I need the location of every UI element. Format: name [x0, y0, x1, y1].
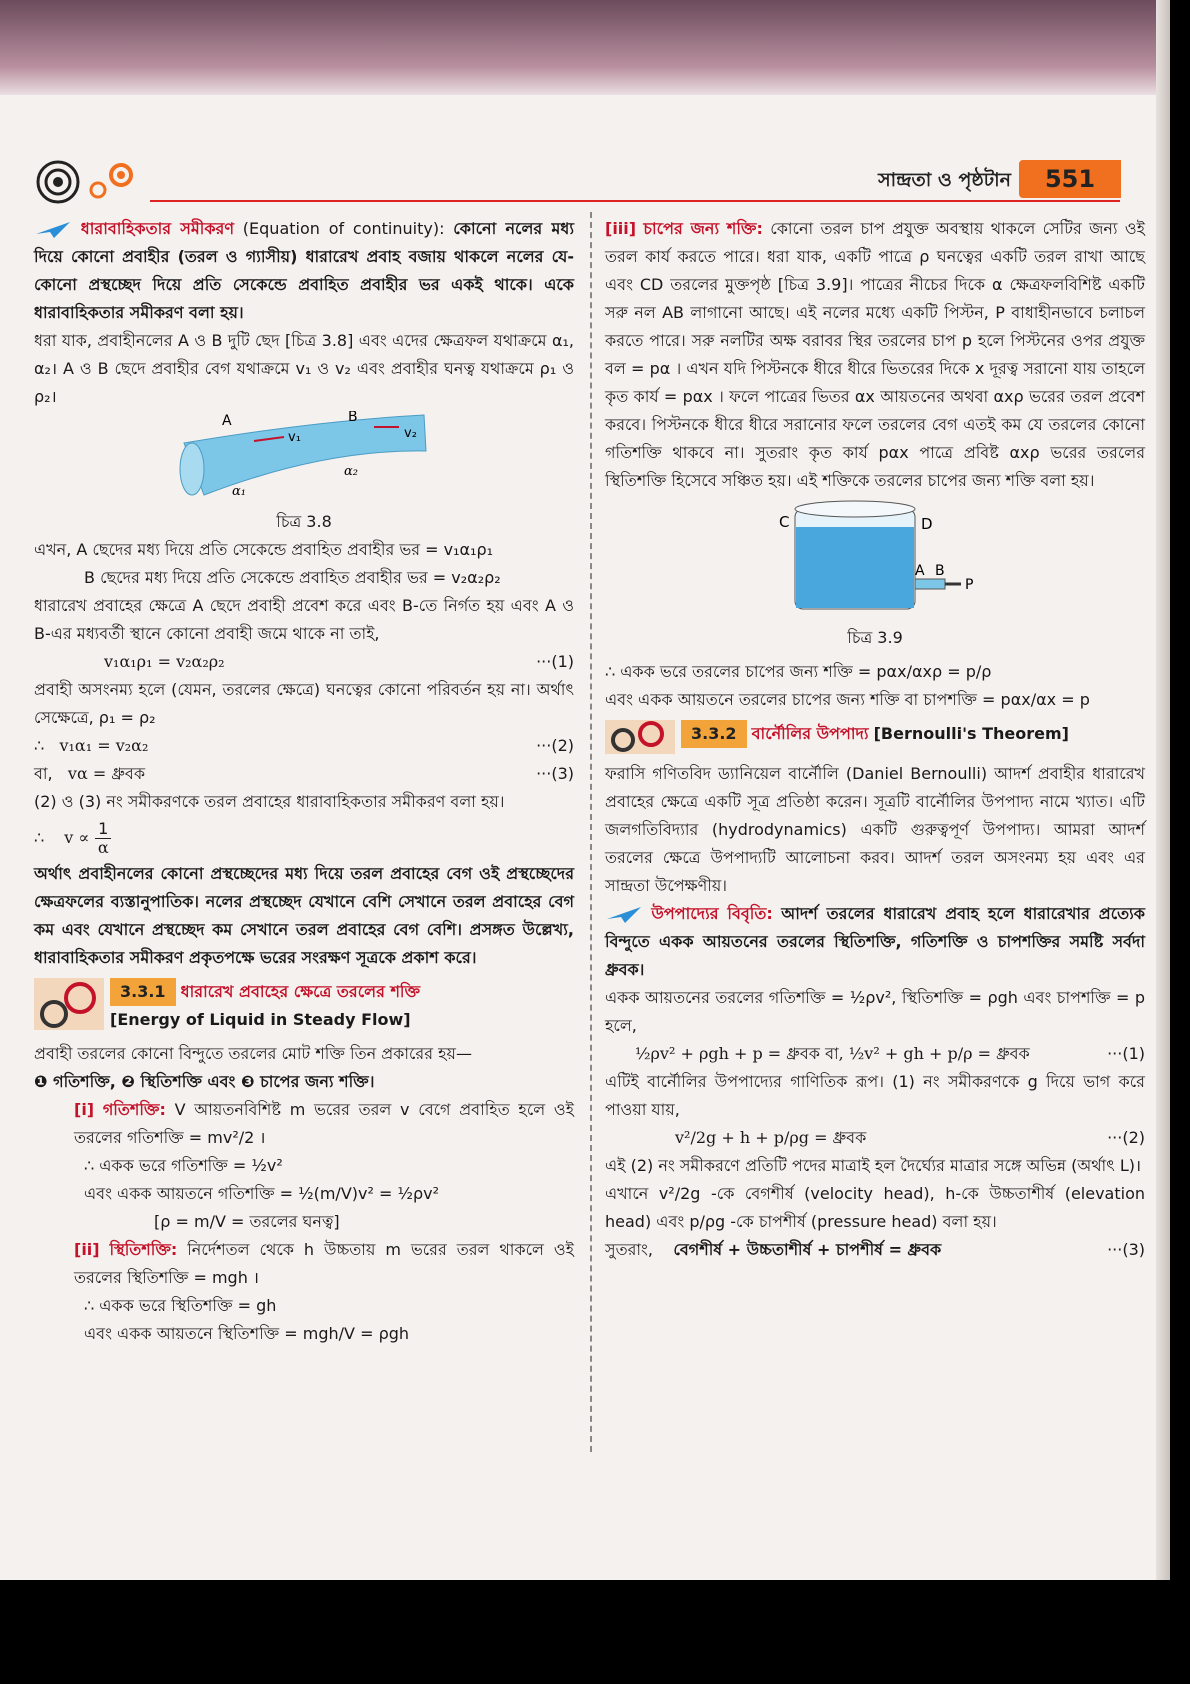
para-inverse: অর্থাৎ প্রবাহীনলের কোনো প্রস্থচ্ছেদের মধ্য দিয়ে তরল প্রবাহের বেগ ওই প্রস্থচ্ছেদের ক্ষেত্রফলের ব্যস্তানুপাতিক। নলের প্রস্থচ্ছেদ যেখানে বেশি সেখানে তরল প্রবাহের বেগ কম এবং যেখানে প্রস্থচ্ছেদ কম সেখানে তরল প্রবাহের বেগ বেশি। প্রসঙ্গত উল্লেখ্য, ধারাবাহিকতার সমীকরণ প্রকৃতপক্ষে ভরের সংরক্ষণ সূত্রকে প্রকাশ করে। — [34, 864, 574, 967]
section-3-3-1-heading — [34, 978, 574, 1034]
right-column — [605, 215, 1145, 1264]
item-pressure-energy: [iii] চাপের জন্য শক্তি: কোনো তরল চাপ প্রযুক্ত অবস্থায় থাকলে সেটির জন্য ওই তরল কার্য করতে পারে। ধরা যাক, একটি পাত্রে ρ ঘনত্বের একটি তরল রাখা আছে এবং CD তরলের মুক্তপৃষ্ঠ [চিত্র 3.9]। পাত্রের নীচের দিকে α ক্ষেত্রফলবিশিষ্ট একটি সরু নল AB লাগানো আছে। এই নলের মধ্যে একটি পিস্টন, P বাধাহীনভাবে চলাচল করতে পারে। সরু নলটির অক্ষ বরাবর স্থির তরলের চাপ p হলে পিস্টনের ওপর প্রযুক্ত বল = pα । এখন যদি পিস্টনকে ধীরে ধীরে ভিতরের দিকে x দূরত্ব সরানো যায় তাহলে কৃত কার্য = pαx । ফলে পাত্রের ভিতর αx আয়তনের অথবা αxρ ভরের তরল প্রবেশ করবে। পিস্টনকে ধীরে ধীরে সরানোর ফলে তরলের বেগ এতই কম যে তরলের কোনো গতিশক্তি থাকবে না। সুতরাং কৃত কার্য pαx পাত্রে প্রবিষ্ট αxρ ভরের তরলের স্থিতিশক্তি হিসেবে সঞ্চিত হয়। এই শক্তিকে তরলের চাপের জন্য শক্তি বলা হয়। — [605, 219, 1145, 490]
continuity-heading: ধারাবাহিকতার সমীকরণ — [80, 219, 234, 238]
gear-section-icon — [34, 978, 104, 1030]
page-number: 551 — [1019, 160, 1121, 198]
bernoulli-equation-2: v²/2g + h + p/ρg = ধ্রুবক ···(2) — [675, 1128, 1145, 1147]
para-sections: ধরা যাক, প্রবাহীনলের A ও B দুটি ছেদ [চিত্র 3.8] এবং এদের ক্ষেত্রফল যথাক্রমে α₁, α₂। A ও B ছেদে প্রবাহীর বেগ যথাক্রমে v₁ ও v₂ এবং প্রবাহীর ঘনত্ব যথাক্রমে ρ₁ ও ρ₂। — [34, 331, 574, 406]
label-B: B — [348, 411, 358, 425]
section-title-en: [Bernoulli's Theorem] — [873, 724, 1069, 743]
continuity-intro: কোনো নলের মধ্য দিয়ে কোনো প্রবাহীর (তরল ও গ্যাসীয়) ধারারেখ প্রবাহ বজায় থাকলে নলের যে-কোনো প্রস্থচ্ছেদ দিয়ে প্রতি সেকেন্ডে প্রবাহিত প্রবাহীর ভর একই থাকে। একে ধারাবাহিকতার সমীকরণ বলা হয়। — [34, 219, 574, 322]
page-header — [36, 160, 1151, 200]
continuity-heading-en: (Equation of continuity): — [242, 219, 445, 238]
para-heads: এখানে v²/2g -কে বেগশীর্ষ (velocity head), h-কে উচ্চতাশীর্ষ (elevation head) এবং p/ρg -কে চাপশীর্ষ (pressure head) বলা হয়। — [605, 1184, 1145, 1231]
kinetic-per-volume: এবং একক আয়তনে গতিশক্তি = ½(m/V)v² = ½ρv² — [84, 1184, 440, 1203]
label-C: C — [779, 513, 790, 531]
para-bernoulli-intro: ফরাসি গণিতবিদ ড্যানিয়েল বার্নৌলি (Daniel Bernoulli) আদর্শ প্রবাহীর ধারারেখ প্রবাহের ক্ষেত্রে একটি সূত্র প্রতিষ্ঠা করেন। সূত্রটি বার্নৌলির উপপাদ্য নামে খ্যাত। এটি জলগতিবিদ্যার (hydrodynamics) একটি গুরুত্বপূর্ণ উপপাদ্য। আমরা আদর্শ তরলের ক্ষেত্রে উপপাদ্যটি আলোচনা করব। আদর্শ তরল অসংনম্য হয় এবং এর সান্দ্রতা উপেক্ষণীয়। — [605, 764, 1145, 895]
equation-2: ∴ v₁α₁ = v₂α₂ ···(2) — [34, 736, 574, 755]
label-v1: v₁ — [288, 430, 301, 445]
label-A: A — [222, 413, 232, 429]
label-A: A — [915, 563, 925, 579]
section-3-3-2-heading — [605, 720, 1145, 754]
page-edge — [1156, 0, 1170, 1580]
item-kinetic: [i] গতিশক্তি: V আয়তনবিশিষ্ট m ভরের তরল v বেগে প্রবাহিত হলে ওই তরলের গতিশক্তি = mv²/2 । — [74, 1100, 574, 1147]
left-column — [34, 215, 574, 1348]
pressure-energy-per-volume: এবং একক আয়তনে তরলের চাপের জন্য শক্তি বা চাপশক্তি = pαx/αx = p — [605, 690, 1090, 709]
section-number: 3.3.1 — [110, 978, 176, 1006]
container-diagram — [765, 495, 985, 615]
para-energy-types: প্রবাহী তরলের কোনো বিন্দুতে তরলের মোট শক্তি তিন প্রকারের হয়— — [34, 1044, 472, 1063]
mass-rate-a: এখন, A ছেদের মধ্য দিয়ে প্রতি সেকেন্ডে প্রবাহিত প্রবাহীর ভর = v₁α₁ρ₁ — [34, 540, 494, 559]
top-band — [0, 0, 1170, 95]
continuity-paragraph — [34, 215, 574, 327]
pressure-energy-per-mass: ∴ একক ভরে তরলের চাপের জন্য শক্তি = pαx/αxρ = p/ρ — [605, 662, 992, 681]
label-D: D — [921, 515, 933, 533]
equation-3: বা, vα = ধ্রুবক ···(3) — [34, 764, 574, 783]
para-energy-terms: একক আয়তনের তরলের গতিশক্তি = ½ρv², স্থিতিশক্তি = ρgh এবং চাপশক্তি = p হলে, — [605, 988, 1145, 1035]
tube-diagram — [154, 411, 454, 499]
figure-3-9-caption: চিত্র 3.9 — [847, 628, 903, 647]
section-number: 3.3.2 — [681, 720, 747, 748]
label-v2: v₂ — [404, 426, 417, 441]
density-note: [ρ = m/V = তরলের ঘনত্ব] — [154, 1212, 340, 1231]
theorem-statement: উপপাদ্যের বিবৃতি: আদর্শ তরলের ধারারেখ প্রবাহ হলে ধারারেখার প্রত্যেক বিন্দুতে একক আয়তনের তরলের স্থিতিশক্তি, গতিশক্তি ও চাপশক্তির সমষ্টি সর্বদা ধ্রুবক। — [605, 904, 1145, 979]
potential-per-volume: এবং একক আয়তনে স্থিতিশক্তি = mgh/V = ρgh — [84, 1324, 410, 1343]
figure-3-8 — [34, 411, 574, 508]
paper-plane-icon — [34, 220, 72, 240]
label-a2: α₂ — [344, 464, 358, 479]
para-incompressible: প্রবাহী অসংনম্য হলে (যেমন, তরলের ক্ষেত্রে) ঘনত্বের কোনো পরিবর্তন হয় না। অর্থাৎ সেক্ষেত্রে, ρ₁ = ρ₂ — [34, 680, 574, 727]
label-B: B — [935, 563, 945, 579]
bernoulli-equation-1: ½ρv² + ρgh + p = ধ্রুবক বা, ½v² + gh + p/ρ = ধ্রুবক ···(1) — [635, 1044, 1145, 1063]
potential-per-mass: ∴ একক ভরে স্থিতিশক্তি = gh — [84, 1296, 277, 1315]
label-a1: α₁ — [232, 484, 246, 499]
figure-3-9 — [605, 495, 1145, 624]
mass-rate-b: B ছেদের মধ্য দিয়ে প্রতি সেকেন্ডে প্রবাহিত প্রবাহীর ভর = v₂α₂ρ₂ — [84, 568, 501, 587]
section-title: বার্নৌলির উপপাদ্য — [751, 724, 869, 743]
para-math-form: এটিই বার্নৌলির উপপাদ্যের গাণিতিক রূপ। (1) নং সমীকরণকে g দিয়ে ভাগ করে পাওয়া যায়, — [605, 1072, 1145, 1119]
energy-type-list: ❶ গতিশক্তি, ❷ স্থিতিশক্তি এবং ❸ চাপের জন্য শক্তি। — [34, 1072, 375, 1091]
label-P: P — [965, 577, 974, 593]
paper-plane-icon — [605, 905, 643, 925]
equation-1: v₁α₁ρ₁ = v₂α₂ρ₂ ···(1) — [104, 652, 574, 671]
para-flow: ধারারেখ প্রবাহের ক্ষেত্রে A ছেদে প্রবাহী প্রবেশ করে এবং B-তে নির্গত হয় এবং A ও B-এর মধ্যবর্তী স্থানে কোনো প্রবাহী জমে থাকে না তাই, — [34, 596, 574, 643]
bernoulli-equation-3: সুতরাং, বেগশীর্ষ + উচ্চতাশীর্ষ + চাপশীর্ষ = ধ্রুবক ···(3) — [605, 1240, 1145, 1259]
para-dimension: এই (2) নং সমীকরণে প্রতিটি পদের মাত্রাই হল দৈর্ঘ্যের মাত্রার সঙ্গে অভিন্ন (অর্থাৎ L)। — [605, 1156, 1142, 1175]
section-title-en: [Energy of Liquid in Steady Flow] — [110, 1010, 411, 1029]
para-continuity-name: (2) ও (3) নং সমীকরণকে তরল প্রবাহের ধারাবাহিকতার সমীকরণ বলা হয়। — [34, 792, 505, 811]
equation-4: ∴ v ∝ 1 α — [34, 816, 574, 860]
brain-gear-logo-icon — [36, 160, 156, 206]
kinetic-per-mass: ∴ একক ভরে গতিশক্তি = ½v² — [84, 1156, 283, 1175]
item-potential: [ii] স্থিতিশক্তি: নির্দেশতল থেকে h উচ্চতায় m ভরের তরল থাকলে ওই তরলের স্থিতিশক্তি = mgh । — [74, 1240, 574, 1287]
header-rule — [150, 200, 1120, 202]
column-divider — [590, 212, 592, 1452]
section-title: ধারারেখ প্রবাহের ক্ষেত্রে তরলের শক্তি — [180, 982, 421, 1001]
chapter-title: সান্দ্রতা ও পৃষ্ঠটান — [878, 169, 1011, 191]
gear-section-icon — [605, 720, 675, 754]
figure-3-8-caption: চিত্র 3.8 — [276, 512, 332, 531]
